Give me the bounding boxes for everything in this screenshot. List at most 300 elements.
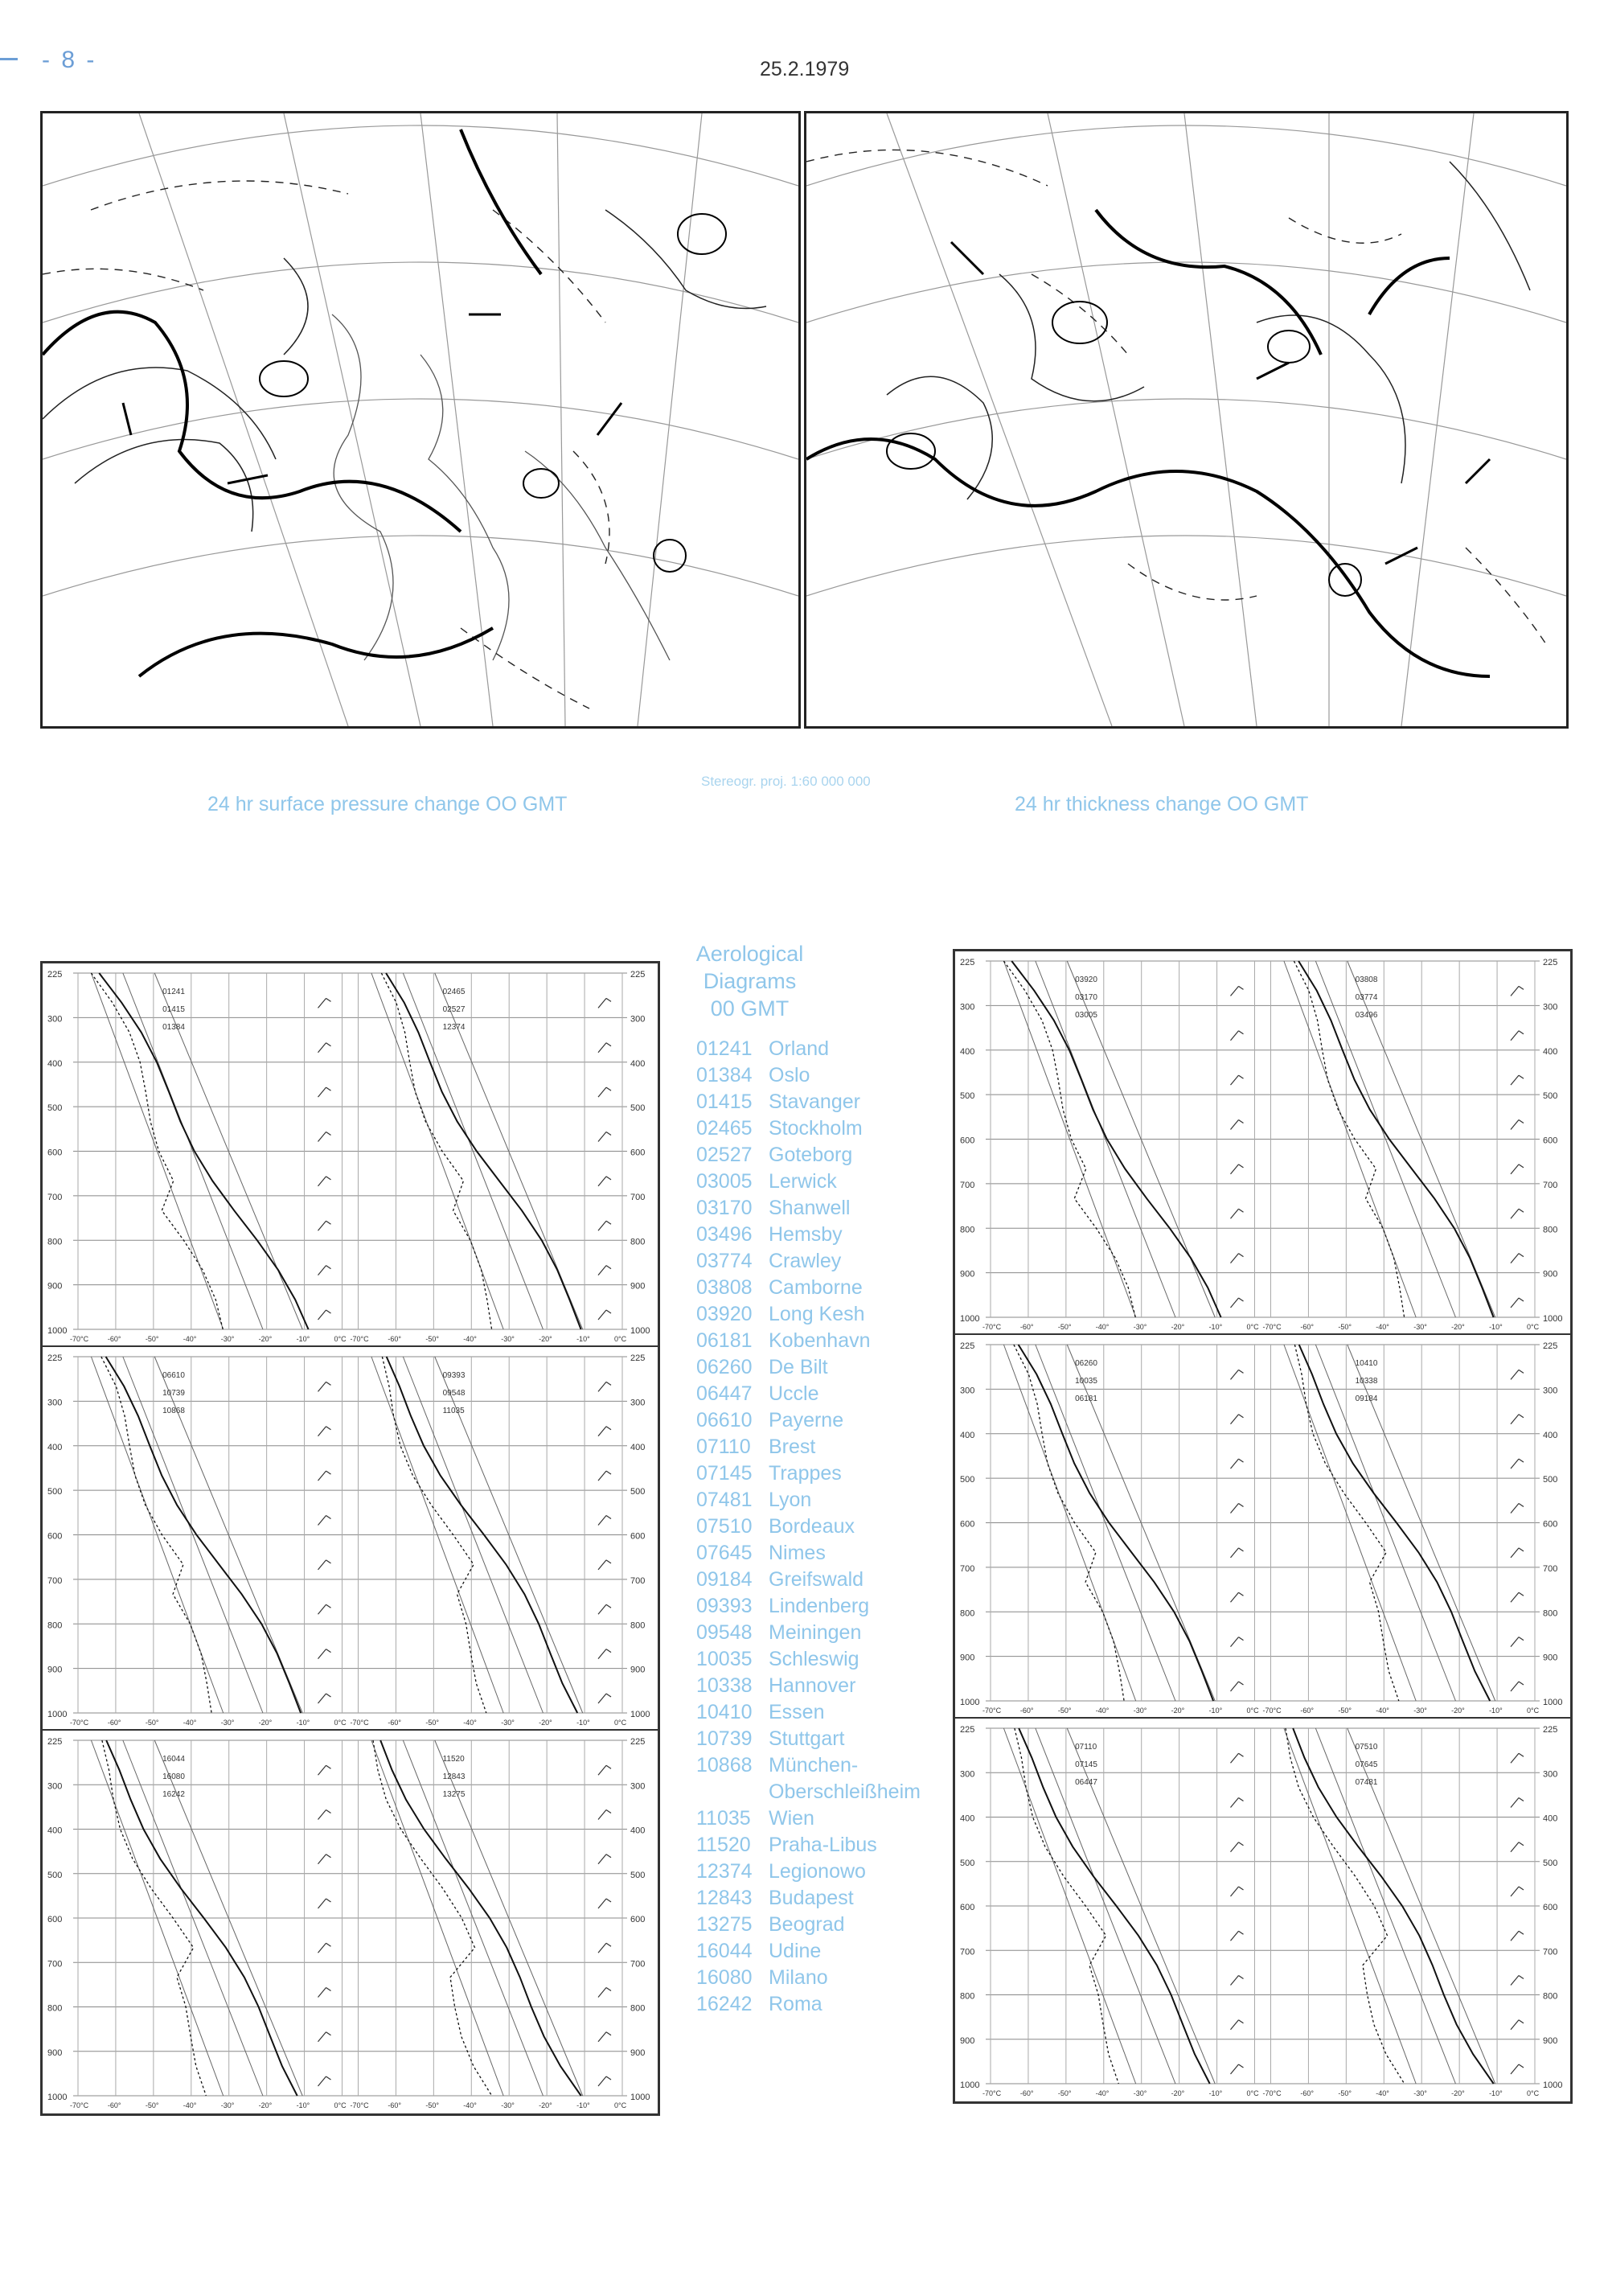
temperature-tick-label: -70°C (350, 1335, 369, 1343)
pressure-level-label: 600 (47, 1531, 63, 1542)
station-code: 03170 (696, 1197, 753, 1219)
diagram-station-code: 03808 (1355, 975, 1378, 984)
diagram-station-code: 13275 (442, 1790, 466, 1799)
pressure-level-label: 400 (1543, 1046, 1558, 1057)
station-list-item (696, 1460, 921, 1487)
temperature-tick-label: -60° (1300, 1323, 1315, 1331)
pressure-level-label: 300 (47, 1014, 63, 1025)
pressure-level-label: 500 (1543, 1091, 1558, 1102)
station-code: 10410 (696, 1701, 753, 1723)
temperature-tick-label: -10° (1489, 2089, 1503, 2097)
pressure-level-label: 300 (960, 1769, 975, 1780)
station-code: 06260 (696, 1356, 753, 1378)
station-name: München- (769, 1754, 859, 1776)
pressure-level-label: 225 (630, 970, 646, 980)
station-list-item (696, 1805, 921, 1832)
temperature-tick-label: -20° (539, 2101, 552, 2109)
temperature-tick-label: -70°C (1262, 1323, 1282, 1331)
diagram-station-code: 03005 (1075, 1011, 1097, 1020)
station-list-item (696, 1195, 921, 1222)
pressure-level-label: 800 (1543, 1608, 1558, 1619)
pressure-level-label: 225 (1543, 958, 1558, 967)
pressure-level-label: 600 (630, 1531, 646, 1542)
pressure-level-label: 500 (960, 1858, 975, 1868)
station-name: Schleswig (769, 1648, 859, 1670)
pressure-level-label: 600 (47, 1915, 63, 1924)
temperature-tick-label: -60° (388, 1335, 402, 1343)
pressure-level-label: 500 (630, 1103, 646, 1114)
diagram-station-code: 06447 (1075, 1778, 1097, 1787)
station-list-item (696, 1514, 921, 1540)
diagram-station-code: 16044 (162, 1755, 185, 1764)
temperature-tick-label: -10° (1489, 1707, 1503, 1715)
temperature-tick-label: -50° (145, 1719, 159, 1727)
temperature-tick-label: -30° (1413, 2089, 1427, 2097)
pressure-level-label: 500 (47, 1487, 63, 1497)
temperature-tick-label: -40° (1376, 1707, 1389, 1715)
temperature-tick-label: -50° (1057, 1707, 1072, 1715)
pressure-level-label: 300 (960, 1386, 975, 1396)
temperature-tick-label: -20° (258, 1719, 273, 1727)
station-code: 10868 (696, 1754, 753, 1776)
station-name: Greifswald (769, 1568, 864, 1591)
temperature-tick-label: -10° (296, 2101, 310, 2109)
aerological-diagram-panel (955, 1335, 1570, 1719)
temperature-tick-label: -50° (145, 2101, 159, 2109)
pressure-level-label: 900 (1543, 1653, 1558, 1663)
temperature-tick-label: -30° (220, 1719, 235, 1727)
pressure-level-label: 700 (47, 1192, 63, 1202)
station-code: 01241 (696, 1037, 753, 1060)
pressure-level-label: 500 (1543, 1475, 1558, 1485)
station-list-item (696, 1726, 921, 1752)
temperature-tick-label: -60° (388, 2101, 402, 2109)
pressure-level-label: 225 (1543, 1341, 1558, 1351)
pressure-level-label: 400 (47, 1442, 63, 1452)
pressure-level-label: 225 (960, 1725, 975, 1735)
station-code: 07145 (696, 1462, 753, 1485)
station-code: 12374 (696, 1860, 753, 1883)
station-name: Beograd (769, 1913, 845, 1936)
pressure-level-label: 400 (960, 1046, 975, 1057)
temperature-tick-label: -40° (1376, 1323, 1389, 1331)
temperature-tick-label: -20° (1451, 1707, 1465, 1715)
pressure-level-label: 900 (960, 2035, 975, 2046)
station-name: Payerne (769, 1409, 844, 1431)
pressure-level-label: 225 (960, 1341, 975, 1351)
pressure-level-label: 600 (960, 1903, 975, 1912)
station-list-item (696, 1859, 921, 1885)
pressure-level-label: 400 (47, 1826, 63, 1836)
temperature-tick-label: -60° (1300, 1707, 1315, 1715)
temperature-tick-label: -10° (1208, 1707, 1223, 1715)
temperature-tick-label: -60° (107, 2101, 121, 2109)
temperature-tick-label: -40° (463, 1335, 477, 1343)
station-list-item (696, 1434, 921, 1460)
pressure-level-label: 700 (47, 1959, 63, 1969)
pressure-level-label: 400 (630, 1826, 646, 1836)
pressure-level-label: 300 (47, 1781, 63, 1792)
temperature-tick-label: -60° (107, 1335, 121, 1343)
temperature-tick-label: 0°C (614, 1719, 627, 1727)
temperature-tick-label: -60° (388, 1719, 402, 1727)
station-name: Legionowo (769, 1860, 866, 1883)
station-list-item (696, 1328, 921, 1354)
temperature-tick-label: -30° (501, 1719, 515, 1727)
pressure-level-label: 700 (630, 1959, 646, 1969)
pressure-level-label: 1000 (47, 1326, 68, 1336)
pressure-level-label: 400 (630, 1442, 646, 1452)
surface-pressure-map-drawing (43, 113, 798, 726)
temperature-tick-label: -60° (1019, 1323, 1034, 1331)
station-list-item (696, 1062, 921, 1089)
station-code: 11035 (696, 1807, 751, 1830)
station-name: Stuttgart (769, 1727, 845, 1750)
temperature-tick-label: -20° (539, 1719, 552, 1727)
temperature-tick-label: -40° (183, 1719, 197, 1727)
temperature-tick-label: -30° (220, 1335, 235, 1343)
station-list-item (696, 1487, 921, 1514)
station-list-item (696, 1673, 921, 1699)
station-code: 07481 (696, 1489, 753, 1511)
station-code: 12843 (696, 1887, 753, 1909)
pressure-level-label: 600 (1543, 1136, 1558, 1146)
pressure-level-label: 225 (47, 1737, 63, 1747)
station-list-item (696, 1407, 921, 1434)
pressure-level-label: 800 (630, 2003, 646, 2014)
pressure-level-label: 1000 (630, 2093, 650, 2102)
pressure-level-label: 225 (47, 1353, 63, 1363)
temperature-tick-label: -40° (1376, 2089, 1389, 2097)
aerological-diagram-panel (43, 963, 658, 1347)
diagram-station-code: 09548 (442, 1389, 466, 1398)
station-code: 06447 (696, 1382, 753, 1405)
pressure-level-label: 500 (960, 1091, 975, 1102)
station-name: Budapest (769, 1887, 854, 1909)
diagram-station-code: 02465 (442, 988, 466, 996)
page-date: 25.2.1979 (760, 58, 850, 80)
temperature-tick-label: -40° (463, 1719, 477, 1727)
diagram-station-code: 06260 (1075, 1359, 1097, 1368)
aerological-diagrams-right-column (953, 949, 1573, 2104)
diagram-station-code: 03170 (1075, 993, 1097, 1002)
pressure-level-label: 600 (960, 1519, 975, 1530)
pressure-level-label: 1000 (630, 1710, 650, 1719)
pressure-level-label: 500 (630, 1487, 646, 1497)
temperature-tick-label: -50° (425, 1335, 439, 1343)
station-name: Trappes (769, 1462, 842, 1485)
diagram-station-code: 10035 (1075, 1377, 1097, 1386)
station-list-item (696, 1752, 921, 1779)
diagram-station-code: 10338 (1355, 1377, 1378, 1386)
pressure-level-label: 800 (47, 2003, 63, 2014)
temperature-tick-label: -70°C (982, 1707, 1002, 1715)
station-code: 03005 (696, 1170, 753, 1193)
temperature-tick-label: -10° (576, 1335, 590, 1343)
temperature-tick-label: -50° (1057, 2089, 1072, 2097)
diagram-station-code: 01241 (162, 988, 185, 996)
temperature-tick-label: -70°C (982, 1323, 1002, 1331)
diagram-station-code: 07481 (1355, 1778, 1378, 1787)
temperature-tick-label: -60° (1019, 2089, 1034, 2097)
thickness-map-drawing (806, 113, 1566, 726)
diagram-station-code: 07110 (1075, 1743, 1097, 1752)
surface-pressure-change-map (40, 111, 801, 729)
diagram-station-code: 10868 (162, 1407, 185, 1415)
diagram-station-code: 01415 (162, 1005, 185, 1014)
pressure-level-label: 225 (630, 1353, 646, 1363)
temperature-tick-label: -50° (1338, 2089, 1352, 2097)
aerological-diagram-panel (43, 1347, 658, 1731)
pressure-level-label: 600 (630, 1148, 646, 1158)
station-name: Stavanger (769, 1090, 860, 1113)
diagram-station-code: 10739 (162, 1389, 185, 1398)
temperature-tick-label: 0°C (334, 2101, 347, 2109)
station-list-item (696, 1593, 921, 1620)
aerological-diagram-drawing (955, 1335, 1570, 1717)
station-name: Praha-Libus (769, 1834, 877, 1856)
temperature-tick-label: -50° (1057, 1323, 1072, 1331)
temperature-tick-label: -50° (1338, 1707, 1352, 1715)
station-list-item (696, 1301, 921, 1328)
temperature-tick-label: -20° (539, 1335, 552, 1343)
pressure-level-label: 225 (630, 1737, 646, 1747)
temperature-tick-label: -60° (107, 1719, 121, 1727)
pressure-level-label: 1000 (47, 2093, 68, 2102)
pressure-level-label: 600 (1543, 1903, 1558, 1912)
diagram-station-code: 06610 (162, 1371, 185, 1380)
temperature-tick-label: -30° (1133, 1707, 1147, 1715)
station-list (696, 1036, 921, 2018)
pressure-level-label: 900 (47, 1665, 63, 1675)
station-name: Wien (769, 1807, 814, 1830)
station-list-item (696, 1965, 921, 1991)
temperature-tick-label: -70°C (70, 1335, 89, 1343)
station-code: 03920 (696, 1303, 753, 1325)
pressure-level-label: 400 (1543, 1430, 1558, 1440)
temperature-tick-label: -50° (425, 1719, 439, 1727)
temperature-tick-label: -40° (183, 1335, 197, 1343)
station-list-item (696, 1567, 921, 1593)
station-name: Nimes (769, 1542, 826, 1564)
pressure-level-label: 700 (630, 1192, 646, 1202)
station-code: 16080 (696, 1966, 753, 1989)
temperature-tick-label: 0°C (1527, 1323, 1540, 1331)
diagram-station-code: 07510 (1355, 1743, 1378, 1752)
aerological-diagram-drawing (43, 1731, 658, 2112)
temperature-tick-label: -10° (296, 1335, 310, 1343)
station-name: Essen (769, 1701, 825, 1723)
station-code: 01415 (696, 1090, 753, 1113)
pressure-level-label: 900 (960, 1653, 975, 1663)
aerological-title-line: Aerological (695, 942, 804, 966)
aerological-diagram-drawing (955, 1719, 1570, 2100)
pressure-level-label: 225 (960, 958, 975, 967)
pressure-level-label: 1000 (960, 1698, 980, 1707)
pressure-level-label: 500 (47, 1870, 63, 1880)
temperature-tick-label: -60° (1019, 1707, 1034, 1715)
station-name: Roma (769, 1993, 822, 2015)
station-name: Meiningen (769, 1621, 862, 1644)
station-list-item (696, 1779, 921, 1805)
pressure-level-label: 800 (1543, 1225, 1558, 1235)
pressure-level-label: 800 (960, 1225, 975, 1235)
pressure-level-label: 1000 (1543, 1698, 1563, 1707)
station-list-item (696, 1115, 921, 1142)
station-name: Kobenhavn (769, 1329, 871, 1352)
temperature-tick-label: 0°C (334, 1719, 347, 1727)
temperature-tick-label: -20° (1171, 1707, 1185, 1715)
station-code: 09393 (696, 1595, 753, 1617)
temperature-tick-label: -30° (1133, 1323, 1147, 1331)
diagram-station-code: 11520 (442, 1755, 465, 1764)
pressure-level-label: 500 (47, 1103, 63, 1114)
station-list-item (696, 1354, 921, 1381)
station-name: Camborne (769, 1276, 863, 1299)
thickness-change-map (804, 111, 1569, 729)
pressure-level-label: 900 (960, 1269, 975, 1279)
aerological-title (663, 941, 836, 1022)
diagram-station-code: 03920 (1075, 975, 1097, 984)
station-name: Lerwick (769, 1170, 837, 1193)
pressure-level-label: 300 (630, 1398, 646, 1408)
pressure-level-label: 1000 (1543, 1314, 1563, 1324)
temperature-tick-label: 0°C (614, 1335, 627, 1343)
pressure-level-label: 300 (630, 1014, 646, 1025)
diagram-station-code: 12843 (442, 1772, 466, 1781)
station-code: 06610 (696, 1409, 753, 1431)
pressure-level-label: 600 (1543, 1519, 1558, 1530)
station-code: 10739 (696, 1727, 753, 1750)
pressure-level-label: 900 (1543, 2035, 1558, 2046)
temperature-tick-label: -30° (501, 1335, 515, 1343)
temperature-tick-label: -20° (258, 1335, 273, 1343)
station-list-item (696, 1646, 921, 1673)
pressure-level-label: 700 (960, 1947, 975, 1957)
station-list-item (696, 1885, 921, 1912)
diagram-station-code: 03774 (1355, 993, 1378, 1002)
pressure-level-label: 900 (47, 2048, 63, 2058)
station-code: 07110 (696, 1436, 751, 1458)
station-code: 03774 (696, 1250, 753, 1272)
aerological-title-line: 00 GMT (710, 996, 790, 1021)
station-list-item (696, 1248, 921, 1275)
station-code: 03496 (696, 1223, 753, 1246)
aerological-diagram-drawing (955, 951, 1570, 1333)
pressure-level-label: 400 (1543, 1813, 1558, 1824)
temperature-tick-label: 0°C (1246, 2089, 1259, 2097)
diagram-station-code: 07145 (1075, 1760, 1097, 1769)
station-list-item (696, 1222, 921, 1248)
diagram-station-code: 03496 (1355, 1011, 1378, 1020)
diagram-station-code: 01384 (162, 1023, 185, 1032)
temperature-tick-label: 0°C (1527, 2089, 1540, 2097)
station-list-item (696, 1699, 921, 1726)
pressure-level-label: 800 (630, 1620, 646, 1631)
pressure-level-label: 600 (47, 1148, 63, 1158)
station-name: Long Kesh (769, 1303, 865, 1325)
diagram-station-code: 16080 (162, 1772, 185, 1781)
pressure-level-label: 700 (1543, 1563, 1558, 1574)
diagram-station-code: 09393 (442, 1371, 466, 1380)
temperature-tick-label: 0°C (1527, 1707, 1540, 1715)
pressure-level-label: 400 (47, 1058, 63, 1069)
station-list-item (696, 1991, 921, 2018)
station-list-item (696, 1912, 921, 1938)
station-name: Hannover (769, 1674, 856, 1697)
station-list-item (696, 1540, 921, 1567)
station-code: 01384 (696, 1064, 753, 1086)
station-list-item (696, 1169, 921, 1195)
station-name: Orland (769, 1037, 830, 1060)
station-name: Udine (769, 1940, 822, 1962)
pressure-level-label: 700 (1543, 1947, 1558, 1957)
temperature-tick-label: -40° (1095, 1323, 1110, 1331)
aerological-diagram-drawing (43, 1347, 658, 1729)
temperature-tick-label: -20° (1451, 2089, 1465, 2097)
temperature-tick-label: -30° (1133, 2089, 1147, 2097)
pressure-level-label: 500 (960, 1475, 975, 1485)
pressure-level-label: 300 (960, 1002, 975, 1012)
temperature-tick-label: -70°C (1262, 1707, 1282, 1715)
station-list-item (696, 1832, 921, 1859)
temperature-tick-label: 0°C (1246, 1323, 1259, 1331)
pressure-level-label: 500 (1543, 1858, 1558, 1868)
aerological-diagram-panel (43, 1731, 658, 2112)
diagram-station-code: 12374 (442, 1023, 466, 1032)
pressure-level-label: 500 (630, 1870, 646, 1880)
pressure-level-label: 1000 (960, 1314, 980, 1324)
diagram-station-code: 02527 (442, 1005, 466, 1014)
station-name: Shanwell (769, 1197, 851, 1219)
pressure-level-label: 700 (960, 1180, 975, 1190)
temperature-tick-label: -70°C (350, 1719, 369, 1727)
station-list-item (696, 1938, 921, 1965)
station-name: Lyon (769, 1489, 812, 1511)
temperature-tick-label: -70°C (982, 2089, 1002, 2097)
station-name: Crawley (769, 1250, 842, 1272)
pressure-level-label: 1000 (630, 1326, 650, 1336)
aerological-diagram-panel (955, 951, 1570, 1335)
pressure-level-label: 1000 (960, 2080, 980, 2090)
pressure-level-label: 800 (960, 1608, 975, 1619)
pressure-level-label: 900 (1543, 1269, 1558, 1279)
station-name: Brest (769, 1436, 816, 1458)
pressure-level-label: 700 (960, 1563, 975, 1574)
station-name: De Bilt (769, 1356, 828, 1378)
temperature-tick-label: -20° (258, 2101, 273, 2109)
station-list-item (696, 1381, 921, 1407)
pressure-level-label: 700 (630, 1575, 646, 1586)
station-name: Bordeaux (769, 1515, 855, 1538)
diagram-station-code: 16242 (162, 1790, 185, 1799)
pressure-level-label: 300 (1543, 1386, 1558, 1396)
projection-label: Stereogr. proj. 1:60 000 000 (701, 774, 871, 789)
pressure-level-label: 225 (47, 970, 63, 980)
temperature-tick-label: -10° (1208, 2089, 1223, 2097)
station-code: 03808 (696, 1276, 753, 1299)
pressure-level-label: 800 (47, 1237, 63, 1247)
temperature-tick-label: -40° (1095, 2089, 1110, 2097)
station-name: Milano (769, 1966, 828, 1989)
station-code: 16242 (696, 1993, 753, 2015)
aerological-title-line: Diagrams (703, 968, 797, 993)
temperature-tick-label: -10° (1208, 1323, 1223, 1331)
pressure-level-label: 900 (630, 2048, 646, 2058)
station-code: 07645 (696, 1542, 753, 1564)
pressure-level-label: 600 (630, 1915, 646, 1924)
pressure-level-label: 400 (630, 1058, 646, 1069)
